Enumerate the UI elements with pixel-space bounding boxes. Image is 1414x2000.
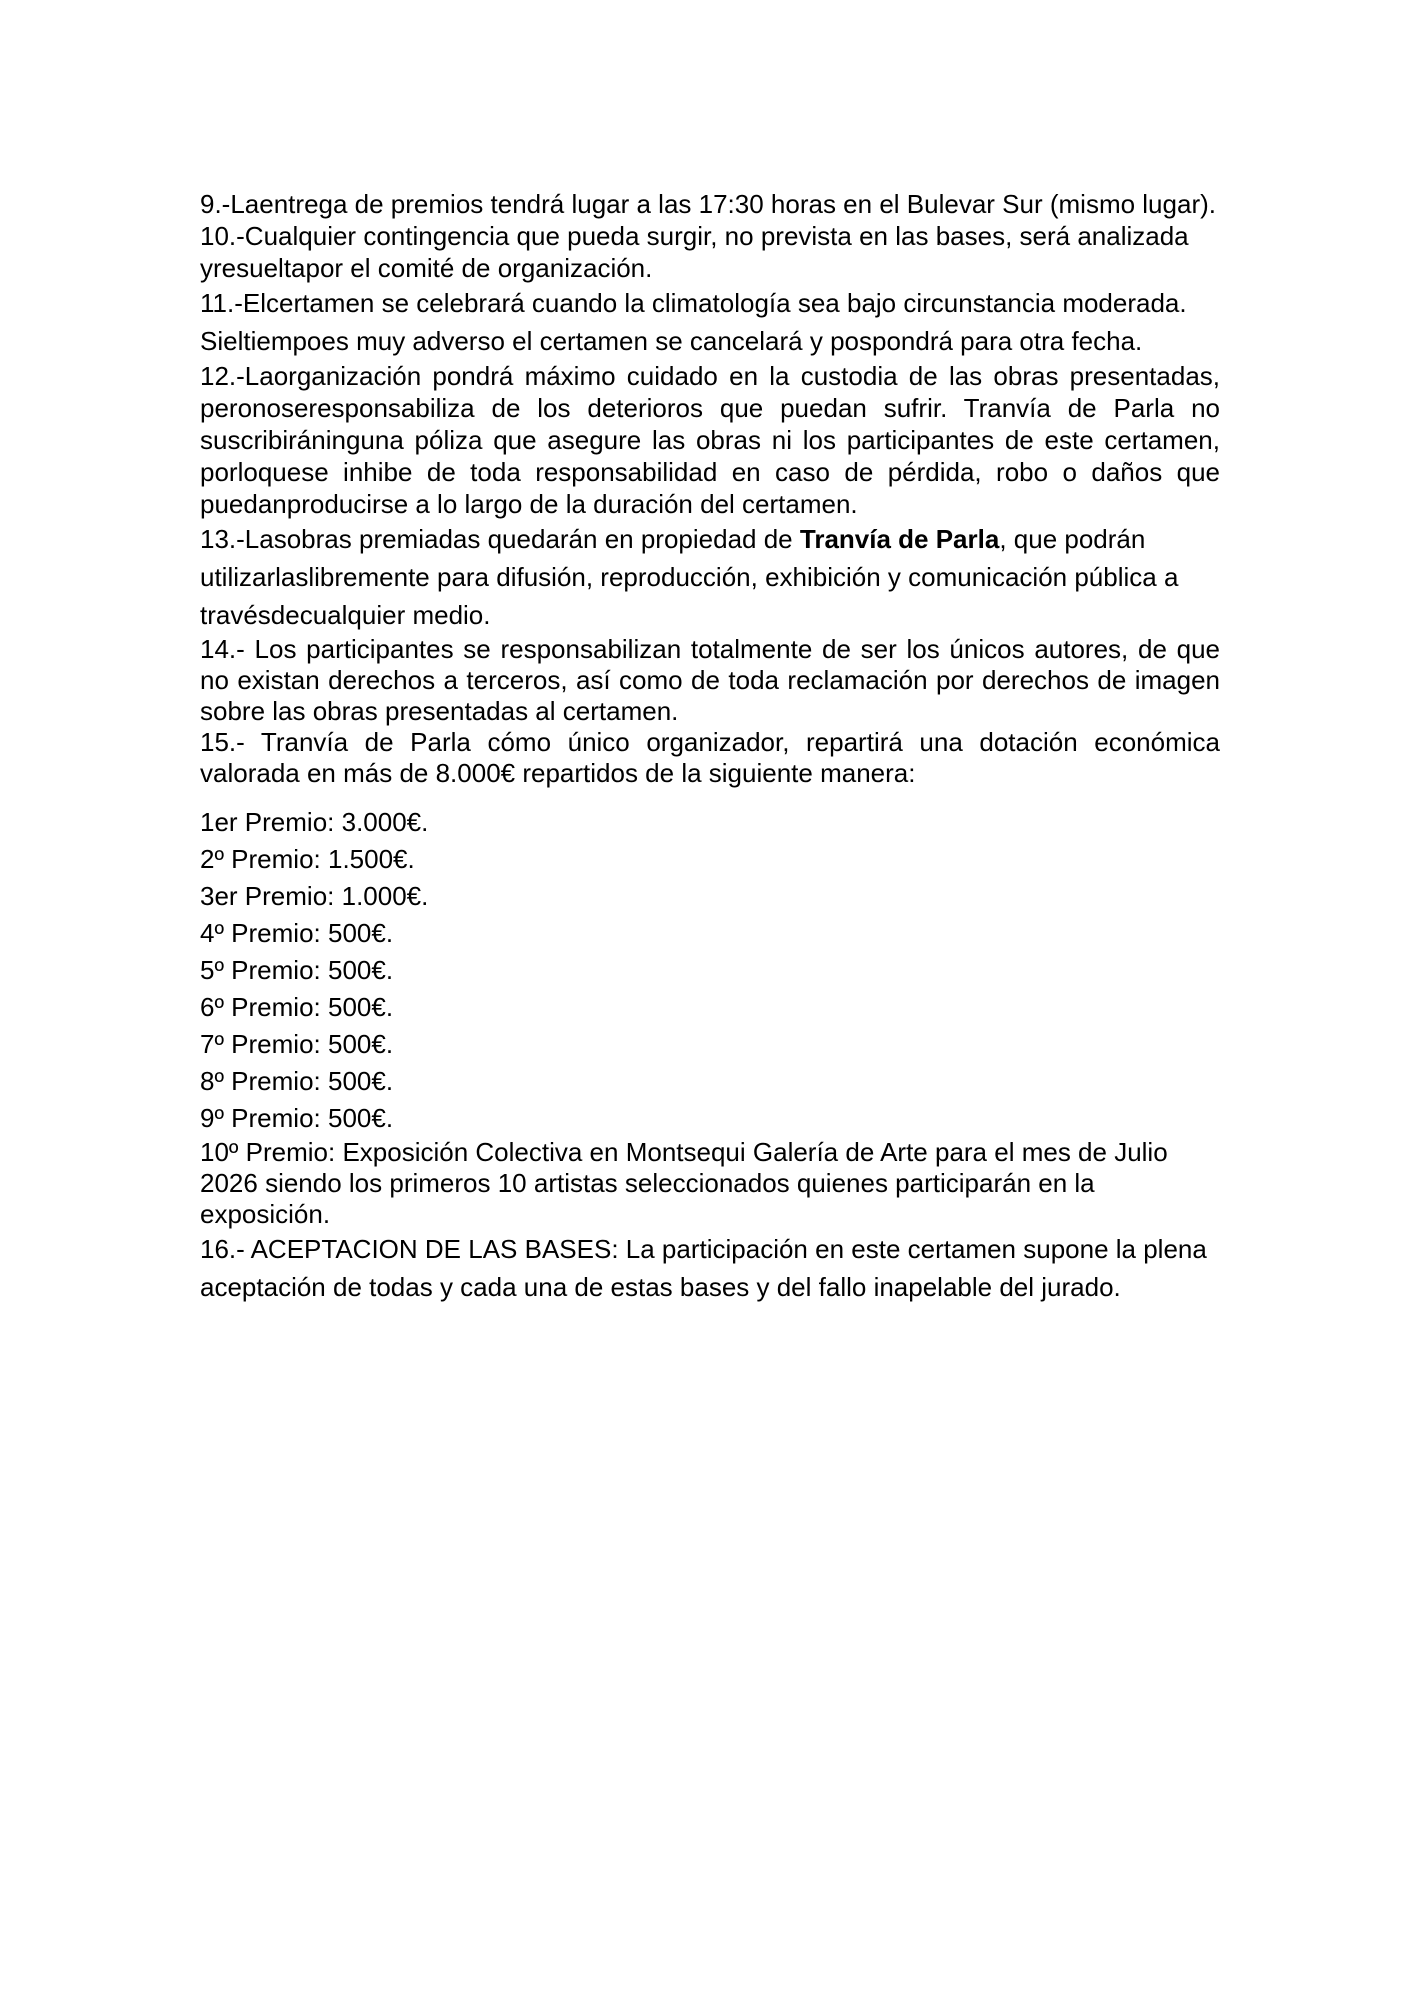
clause-15-prize-fund: 15.- Tranvía de Parla cómo único organizador, repartirá una dotación económica valorada en más de 8.000€ repartidos de la siguiente manera:	[200, 727, 1220, 788]
prize-item-9: 9º Premio: 500€.	[200, 1103, 394, 1133]
clause-13-text-prefix: 13.-Lasobras premiadas quedarán en propiedad de	[200, 524, 800, 554]
prize-item-2: 2º Premio: 1.500€.	[200, 844, 415, 874]
clause-13-ownership	[200, 520, 1220, 634]
prize-item-7: 7º Premio: 500€.	[200, 1029, 394, 1059]
prize-list	[200, 804, 1220, 1137]
clause-13-organizer-name-bold: Tranvía de Parla	[799, 524, 1000, 554]
clause-13-text-suffix: , que podrán utilizarlaslibremente para difusión, reproducción, exhibición y comunicación pública a travésdecualquier medio.	[200, 524, 1179, 630]
prize-item-3: 3er Premio: 1.000€.	[200, 881, 429, 911]
clause-10-contingencies: 10.-Cualquier contingencia que pueda surgir, no prevista en las bases, será analizada yresueltapor el comité de organización.	[200, 221, 1189, 283]
prize-item-5: 5º Premio: 500€.	[200, 955, 394, 985]
prize-item-1: 1er Premio: 3.000€.	[200, 807, 429, 837]
clause-16-acceptance: 16.- ACEPTACION DE LAS BASES: La participación en este certamen supone la plena aceptación de todas y cada una de estas bases y del fallo inapelable del jurado.	[200, 1234, 1207, 1302]
clause-12-liability: 12.-Laorganización pondrá máximo cuidado en la custodia de las obras presentadas, peronoseresponsabiliza de los deterioros que puedan sufrir. Tranvía de Parla no suscribiráninguna póliza que asegure las obras ni los participantes de este certamen, porloquese inhibe de toda responsabilidad en caso de pérdida, robo o daños que puedanproducirse a lo largo de la duración del certamen.	[200, 361, 1220, 519]
prize-item-8: 8º Premio: 500€.	[200, 1066, 394, 1096]
clause-11-weather: 11.-Elcertamen se celebrará cuando la climatología sea bajo circunstancia moderada. Sieltiempoes muy adverso el certamen se cancelará y pospondrá para otra fecha.	[200, 288, 1187, 356]
clause-9-prize-ceremony: 9.-Laentrega de premios tendrá lugar a las 17:30 horas en el Bulevar Sur (mismo lugar).	[200, 189, 1216, 219]
prize-item-6: 6º Premio: 500€.	[200, 992, 394, 1022]
clause-14-authorship: 14.- Los participantes se responsabilizan totalmente de ser los únicos autores, de que no existan derechos a terceros, así como de toda reclamación por derechos de imagen sobre las obras presentadas al certamen.	[200, 634, 1220, 726]
prize-item-10-exhibition: 10º Premio: Exposición Colectiva en Montsequi Galería de Arte para el mes de Julio 2026 siendo los primeros 10 artistas seleccionados quienes participarán en la exposición.	[200, 1137, 1168, 1229]
prize-item-4: 4º Premio: 500€.	[200, 918, 394, 948]
